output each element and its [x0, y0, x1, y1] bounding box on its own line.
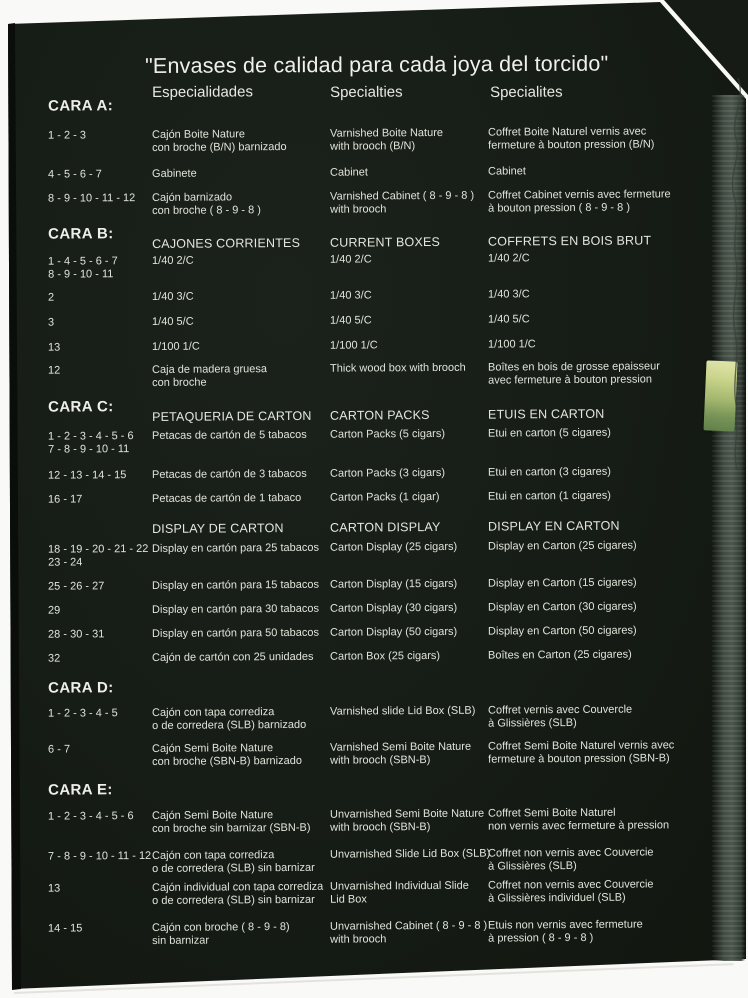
table-row	[0, 489, 748, 506]
section-label: CARA D:	[47, 679, 114, 697]
section-label-row	[0, 675, 748, 697]
es-text-cell: CAJONES CORRIENTES	[151, 235, 301, 251]
model-numbers-cell: 12 - 13 - 14 - 15	[47, 469, 127, 482]
table-row	[0, 312, 748, 329]
section-label: CARA C:	[47, 398, 114, 416]
fr-text-cell: 1/40 2/C	[487, 252, 530, 265]
page-title: "Envases de calidad para cada joya del torcido"	[145, 51, 609, 78]
es-text-cell: 1/40 5/C	[151, 315, 194, 328]
en-text-cell: Carton Packs (5 cigars)	[329, 427, 446, 441]
model-numbers-cell: 13	[47, 882, 61, 895]
en-text-cell: Varnished Semi Boite Nature with brooch (SBN-B)	[329, 740, 472, 767]
en-text-cell: Carton Box (25 cigars)	[329, 649, 441, 663]
fr-text-cell: COFFRETS EN BOIS BRUT	[487, 233, 652, 249]
table-row	[0, 337, 748, 354]
fr-text-cell: Display en Carton (30 cigares)	[487, 600, 637, 614]
table-row	[0, 878, 748, 907]
table-row	[0, 648, 748, 665]
en-text-cell: Cabinet	[329, 166, 368, 179]
table-row	[0, 125, 748, 154]
en-text-cell: Unvarnished Slide Lid Box (SLB)	[329, 847, 491, 861]
en-text-cell: CARTON PACKS	[329, 408, 430, 423]
model-numbers-cell: 2	[47, 291, 55, 304]
section-label: CARA B:	[47, 225, 114, 243]
column-header-0: Especialidades	[152, 83, 254, 101]
table-row	[0, 164, 748, 181]
model-numbers-cell: 1 - 2 - 3 - 4 - 5 - 6	[47, 810, 134, 823]
table-row	[0, 576, 748, 593]
fr-text-cell: Boîtes en Carton (25 cigares)	[487, 648, 632, 662]
model-numbers-cell: 29	[47, 604, 61, 617]
model-numbers-cell: 16 - 17	[47, 493, 83, 506]
en-text-cell: 1/40 3/C	[329, 289, 372, 302]
en-text-cell: Unvarnished Individual Slide Lid Box	[329, 879, 469, 906]
es-text-cell: Cajón individual con tapa corrediza o de corredera (SLB) sin barnizar	[151, 880, 324, 907]
table-row	[0, 188, 748, 217]
model-numbers-cell: 3	[47, 316, 55, 329]
es-text-cell: Petacas de cartón de 3 tabacos	[151, 467, 307, 481]
model-numbers-cell: 1 - 2 - 3	[47, 129, 86, 142]
table-row	[0, 739, 748, 768]
model-numbers-cell: 13	[47, 341, 61, 354]
model-numbers-cell: 18 - 19 - 20 - 21 - 22 23 - 24	[47, 542, 149, 569]
fr-text-cell: Etui en carton (1 cigares)	[487, 489, 611, 503]
table-row	[0, 806, 748, 835]
en-text-cell: Varnished Cabinet ( 8 - 9 - 8 ) with brooch	[329, 189, 475, 216]
fr-text-cell: Display en Carton (15 cigares)	[487, 576, 637, 590]
es-text-cell: Cajón Semi Boite Nature con broche (SBN-B) barnizado	[151, 742, 302, 768]
en-text-cell: CARTON DISPLAY	[329, 519, 441, 535]
es-text-cell: Cajón con broche ( 8 - 9 - 8) sin barnizar	[151, 920, 290, 947]
model-numbers-cell: 8 - 9 - 10 - 11 - 12	[47, 192, 136, 205]
section-label-row	[0, 777, 748, 799]
fr-text-cell: Coffret non vernis avec Couvercie à Glissières individuel (SLB)	[487, 878, 654, 905]
fr-text-cell: Display en Carton (25 cigares)	[487, 539, 637, 553]
fr-text-cell: Coffret Semi Boite Naturel non vernis avec fermeture à pression	[487, 806, 670, 833]
fr-text-cell: Boîtes en bois de grosse epaisseur avec fermeture à bouton pression	[487, 360, 660, 387]
en-text-cell: 1/40 5/C	[329, 314, 372, 327]
fr-text-cell: Coffret Cabinet vernis avec fermeture à bouton pression ( 8 - 9 - 8 )	[487, 188, 671, 215]
table-row	[0, 360, 748, 389]
fr-text-cell: 1/40 5/C	[487, 313, 530, 326]
table-row	[0, 918, 748, 947]
es-text-cell: Cajón con tapa corrediza o de corredera (SLB) sin barnizar	[151, 849, 315, 875]
en-text-cell: 1/40 2/C	[329, 253, 372, 266]
table-row	[0, 465, 748, 482]
model-numbers-cell: 25 - 26 - 27	[47, 580, 105, 593]
es-text-cell: DISPLAY DE CARTON	[151, 521, 284, 536]
es-text-cell: 1/40 2/C	[151, 254, 194, 267]
en-text-cell: Carton Packs (1 cigar)	[329, 490, 440, 504]
en-text-cell: Carton Packs (3 cigars)	[329, 466, 446, 480]
es-text-cell: Petacas de cartón de 5 tabacos	[151, 428, 307, 442]
model-numbers-cell: 12	[47, 364, 61, 377]
fr-text-cell: Coffret vernis avec Couvercle à Glissières (SLB)	[487, 703, 633, 730]
en-text-cell: Varnished Boite Nature with brooch (B/N)	[329, 126, 443, 153]
en-text-cell: CURRENT BOXES	[329, 234, 441, 250]
model-numbers-cell: 4 - 5 - 6 - 7	[47, 168, 102, 181]
es-text-cell: 1/100 1/C	[151, 340, 200, 353]
model-numbers-cell: 1 - 2 - 3 - 4 - 5	[47, 707, 118, 720]
model-numbers-cell: 1 - 2 - 3 - 4 - 5 - 6 7 - 8 - 9 - 10 - 11	[47, 430, 134, 456]
en-text-cell: Unvarnished Semi Boite Nature with brooch (SBN-B)	[329, 807, 485, 834]
fr-text-cell: Cabinet	[487, 165, 526, 178]
es-text-cell: Display en cartón para 30 tabacos	[151, 602, 320, 616]
en-text-cell: Unvarnished Cabinet ( 8 - 9 - 8 ) with brooch	[329, 919, 488, 946]
es-text-cell: Cajón Semi Boite Nature con broche sin barnizar (SBN-B)	[151, 809, 311, 835]
subheader-row	[0, 518, 748, 536]
en-text-cell: Carton Display (50 cigars)	[329, 625, 458, 639]
table-row	[0, 426, 748, 456]
en-text-cell: 1/100 1/C	[329, 339, 378, 352]
es-text-cell: Display en cartón para 50 tabacos	[151, 626, 320, 640]
fr-text-cell: 1/40 3/C	[487, 288, 530, 301]
table-row	[0, 600, 748, 617]
fr-text-cell: 1/100 1/C	[487, 338, 536, 351]
es-text-cell: PETAQUERIA DE CARTON	[151, 408, 312, 424]
table-row	[0, 251, 748, 281]
en-text-cell: Carton Display (25 cigars)	[329, 540, 458, 554]
column-header-2: Specialites	[490, 83, 563, 101]
model-numbers-cell: 6 - 7	[47, 743, 71, 756]
es-text-cell: 1/40 3/C	[151, 290, 194, 303]
fr-text-cell: Coffret Semi Boite Naturel vernis avec fermeture à bouton pression (SBN-B)	[487, 739, 675, 766]
table-row	[0, 703, 748, 732]
model-numbers-cell: 7 - 8 - 9 - 10 - 11 - 12	[47, 849, 152, 863]
section-label: CARA E:	[47, 781, 113, 799]
table-row	[0, 846, 748, 875]
en-text-cell: Thick wood box with brooch	[329, 361, 466, 375]
table-row	[0, 624, 748, 641]
en-text-cell: Carton Display (30 cigars)	[329, 601, 458, 615]
model-numbers-cell: 1 - 4 - 5 - 6 - 7 8 - 9 - 10 - 11	[47, 255, 118, 281]
es-text-cell: Cajón con tapa corrediza o de corredera (SLB) barnizado	[151, 706, 307, 732]
en-text-cell: Varnished slide Lid Box (SLB)	[329, 704, 476, 718]
fr-text-cell: Display en Carton (50 cigares)	[487, 624, 637, 638]
fr-text-cell: Coffret non vernis avec Couvercie à Glissières (SLB)	[487, 846, 654, 873]
es-text-cell: Cajón de cartón con 25 unidades	[151, 650, 314, 664]
model-numbers-cell: 28 - 30 - 31	[47, 628, 105, 641]
table-row	[0, 287, 748, 304]
es-text-cell: Display en cartón para 25 tabacos	[151, 541, 320, 555]
es-text-cell: Cajón Boite Nature con broche (B/N) barnizado	[151, 128, 287, 154]
model-numbers-cell: 14 - 15	[47, 922, 83, 935]
model-numbers-cell: 32	[47, 652, 61, 665]
section-label: CARA A:	[47, 97, 114, 115]
es-text-cell: Petacas de cartón de 1 tabaco	[151, 491, 302, 505]
fr-text-cell: Etuis non vernis avec fermeture à pression ( 8 - 9 - 8 )	[487, 918, 643, 945]
table-row	[0, 539, 748, 569]
es-text-cell: Caja de madera gruesa con broche	[151, 363, 268, 389]
es-text-cell: Display en cartón para 15 tabacos	[151, 578, 320, 592]
fr-text-cell: Etui en carton (3 cigares)	[487, 465, 611, 479]
es-text-cell: Gabinete	[151, 167, 197, 180]
fr-text-cell: ETUIS EN CARTON	[487, 406, 605, 422]
fr-text-cell: DISPLAY EN CARTON	[487, 518, 620, 534]
column-header-1: Specialties	[330, 83, 403, 101]
fr-text-cell: Coffret Boite Naturel vernis avec fermeture à bouton pression (B/N)	[487, 125, 655, 152]
es-text-cell: Cajón barnizado con broche ( 8 - 9 - 8 )	[151, 191, 261, 217]
fr-text-cell: Etui en carton (5 cigares)	[487, 426, 611, 440]
en-text-cell: Carton Display (15 cigars)	[329, 577, 458, 591]
